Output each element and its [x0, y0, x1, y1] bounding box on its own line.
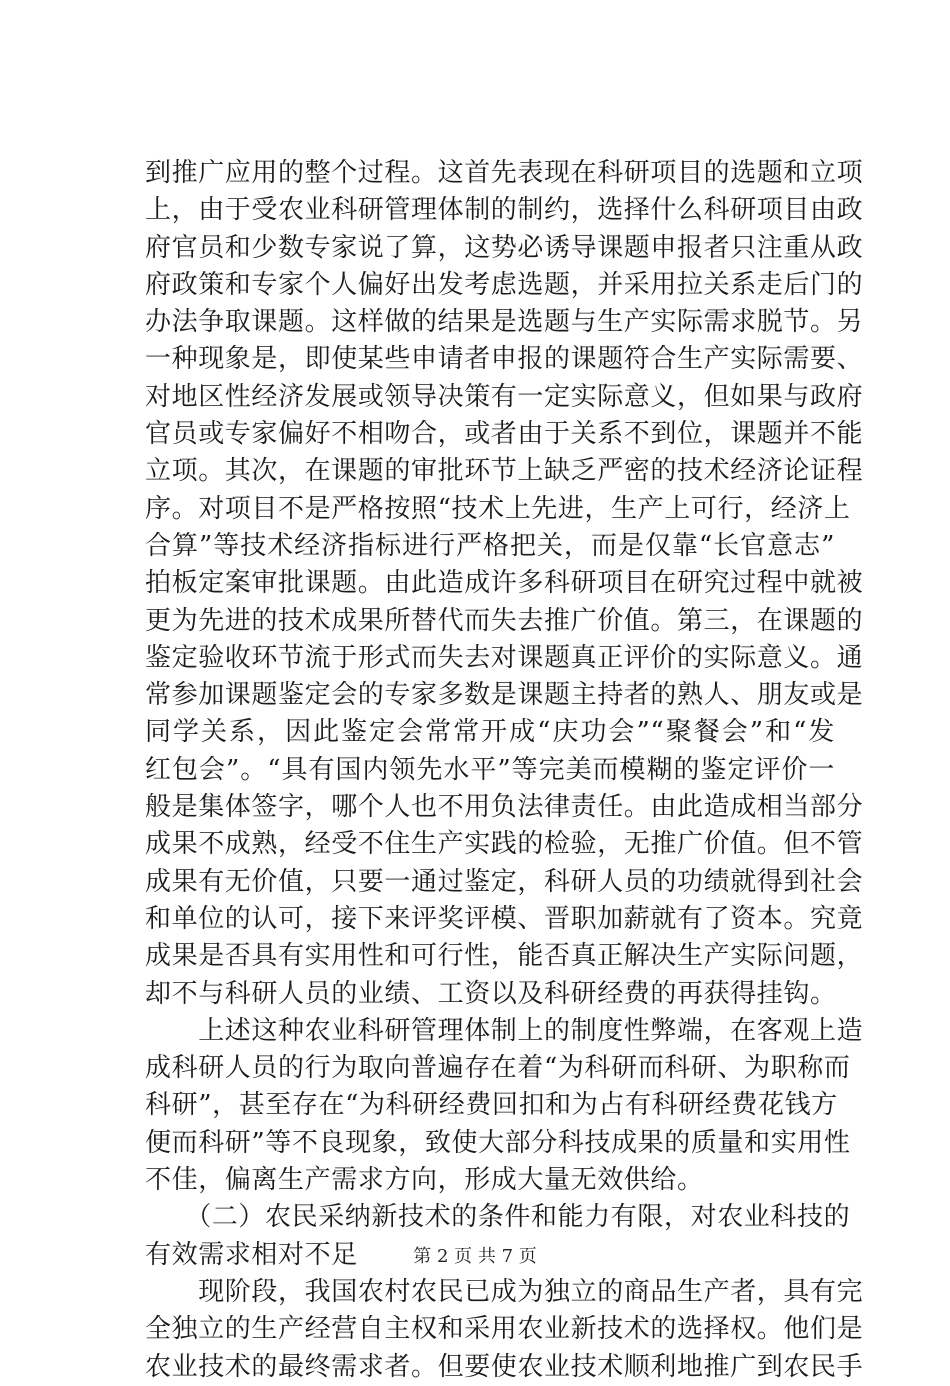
text-line: 便而科研”等不良现象，致使大部分科技成果的质量和实用性 — [145, 1127, 851, 1158]
text-line: 立项。其次，在课题的审批环节上缺乏严密的技术经济论证程 — [145, 456, 864, 487]
text-line: 般是集体签字，哪个人也不用负法律责任。由此造成相当部分 — [145, 792, 864, 823]
page-footer: 第 2 页 共 7 页 — [413, 1246, 537, 1267]
text-line: 一种现象是，即使某些申请者申报的课题符合生产实际需要、 — [145, 344, 864, 375]
text-line: 不佳，偏离生产需求方向，形成大量无效供给。 — [145, 1165, 704, 1196]
text-line: 农业技术的最终需求者。但要使农业技术顺利地推广到农民手 — [145, 1351, 864, 1382]
text-line: 有效需求相对不足 — [145, 1239, 358, 1270]
text-line: 办法争取课题。这样做的结果是选题与生产实际需求脱节。另 — [145, 307, 864, 338]
text-line: 鉴定验收环节流于形式而失去对课题真正评价的实际意义。通 — [145, 642, 864, 673]
body-text — [145, 155, 864, 1386]
text-line: （二）农民采纳新技术的条件和能力有限，对农业科技的 — [145, 1202, 851, 1233]
text-line: 成果是否具有实用性和可行性，能否真正解决生产实际问题， — [145, 941, 864, 972]
text-line: 科研”，甚至存在“为科研经费回扣和为占有科研经费花钱方 — [145, 1090, 838, 1121]
text-line: 府官员和少数专家说了算，这势必诱导课题申报者只注重从政 — [145, 232, 864, 263]
text-line: 序。对项目不是严格按照“技术上先进，生产上可行，经济上 — [145, 493, 851, 524]
text-line: 上，由于受农业科研管理体制的制约，选择什么科研项目由政 — [145, 195, 864, 226]
text-line: 现阶段，我国农村农民已成为独立的商品生产者，具有完 — [145, 1276, 864, 1307]
text-line: 和单位的认可，接下来评奖评模、晋职加薪就有了资本。究竟 — [145, 903, 864, 934]
text-line: 府政策和专家个人偏好出发考虑选题，并采用拉关系走后门的 — [145, 269, 864, 300]
text-line: 对地区性经济发展或领导决策有一定实际意义，但如果与政府 — [145, 381, 864, 412]
text-line: 全独立的生产经营自主权和采用农业新技术的选择权。他们是 — [145, 1314, 864, 1345]
text-line: 上述这种农业科研管理体制上的制度性弊端，在客观上造 — [145, 1015, 864, 1046]
text-line: 官员或专家偏好不相吻合，或者由于关系不到位，课题并不能 — [145, 419, 864, 450]
text-line: 成科研人员的行为取向普遍存在着“为科研而科研、为职称而 — [145, 1053, 851, 1084]
text-line: 红包会”。“具有国内领先水平”等完美而模糊的鉴定评价一 — [145, 754, 835, 785]
text-line: 更为先进的技术成果所替代而失去推广价值。第三，在课题的 — [145, 605, 864, 636]
text-line: 成果不成熟，经受不住生产实践的检验，无推广价值。但不管 — [145, 829, 864, 860]
text-line: 却不与科研人员的业绩、工资以及科研经费的再获得挂钩。 — [145, 978, 837, 1009]
text-line: 成果有无价值，只要一通过鉴定，科研人员的功绩就得到社会 — [145, 866, 864, 897]
text-line: 到推广应用的整个过程。这首先表现在科研项目的选题和立项 — [145, 158, 864, 188]
text-line: 同学关系，因此鉴定会常常开成“庆功会”“聚餐会”和“发 — [145, 717, 835, 748]
text-line: 合算”等技术经济指标进行严格把关，而是仅靠“长官意志” — [145, 530, 835, 561]
text-line: 常参加课题鉴定会的专家多数是课题主持者的熟人、朋友或是 — [145, 680, 864, 711]
text-line: 拍板定案审批课题。由此造成许多科研项目在研究过程中就被 — [145, 568, 864, 599]
